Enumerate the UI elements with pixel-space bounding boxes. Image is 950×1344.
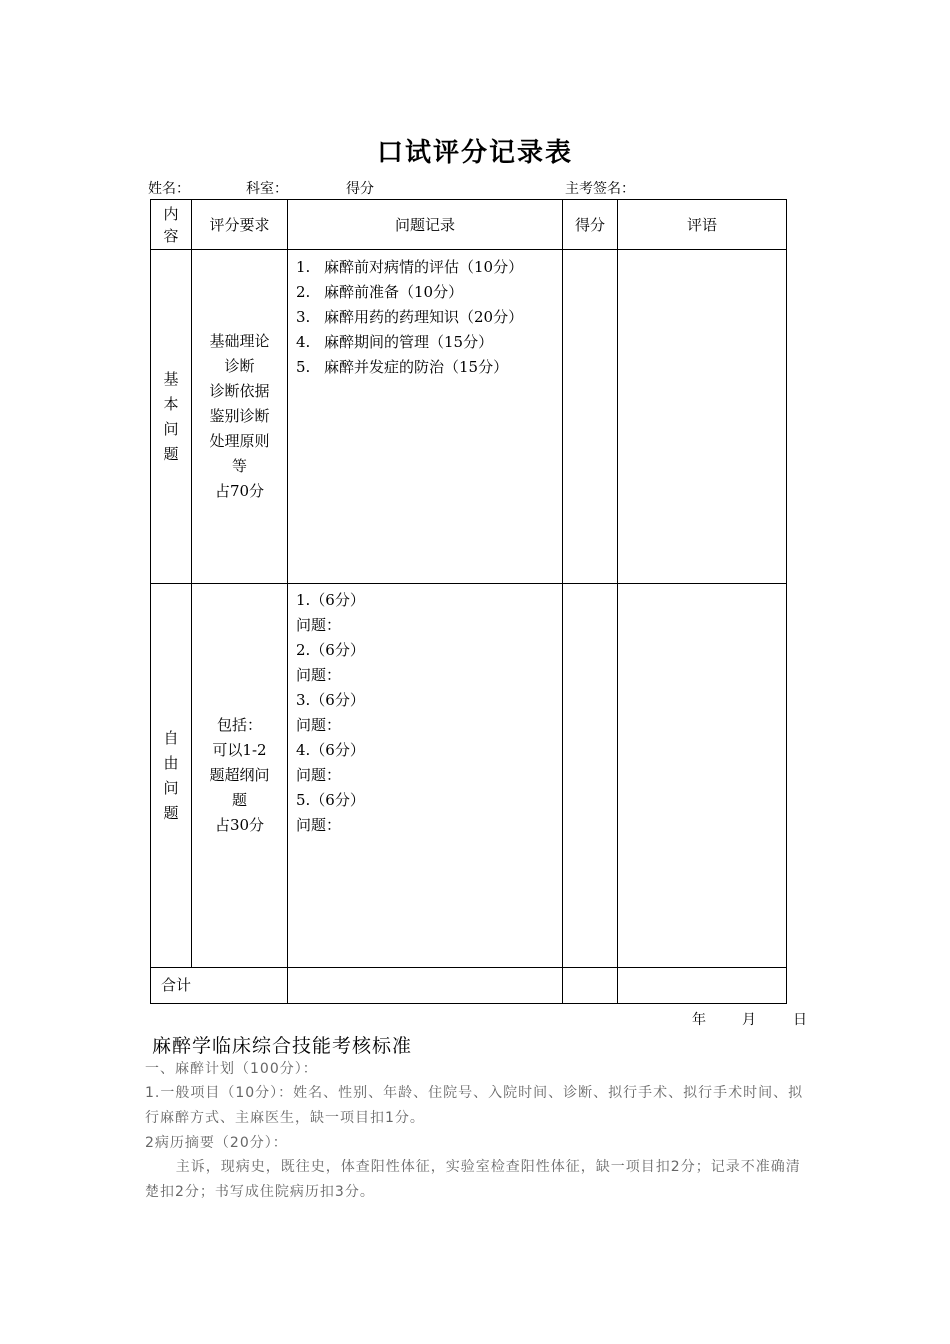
date-year-label: 年 xyxy=(692,1012,706,1028)
header-comment: 评语 xyxy=(618,200,787,250)
free-score-cell[interactable] xyxy=(563,584,618,968)
standard-section-heading: 一、麻醉计划（100分）： xyxy=(145,1061,318,1077)
form-title: 口试评分记录表 xyxy=(376,138,573,168)
basic-score-cell[interactable] xyxy=(563,250,618,584)
total-comment-cell[interactable] xyxy=(618,968,787,1004)
score-label: 得分 xyxy=(346,181,374,197)
basic-requirement-cell xyxy=(192,250,288,584)
basic-requirement-line: 等 xyxy=(231,457,247,475)
name-label: 姓名： xyxy=(148,181,190,197)
basic-category: 基本问题 xyxy=(163,369,179,463)
total-record-cell[interactable] xyxy=(288,968,563,1004)
free-requirement-line: 可以1-2 xyxy=(212,741,267,759)
standard-item-summary-body: 主诉，现病史，既往史，体查阳性体征，实验室检查阳性体征，缺一项目扣2分；记录不准确清楚扣2分；书写成住院病历扣3分。 xyxy=(145,1159,801,1200)
header-score: 得分 xyxy=(563,200,618,250)
free-requirement-line: 占30分 xyxy=(214,816,265,834)
department-label: 科室： xyxy=(246,181,288,197)
standard-item-summary-title: 2病历摘要（20分）： xyxy=(145,1135,288,1151)
header-question-record: 问题记录 xyxy=(288,200,563,250)
free-questions-row xyxy=(151,584,787,968)
basic-requirement-line: 占70分 xyxy=(214,482,265,500)
basic-requirement-line: 诊断 xyxy=(224,357,255,375)
total-score-cell[interactable] xyxy=(563,968,618,1004)
list-item: 问题： xyxy=(296,616,342,634)
total-row xyxy=(151,968,787,1004)
free-category-cell xyxy=(151,584,192,968)
free-requirement-cell xyxy=(192,584,288,968)
list-item: 问题： xyxy=(296,666,342,684)
basic-requirement-line: 鉴别诊断 xyxy=(209,407,270,425)
free-comment-cell[interactable] xyxy=(618,584,787,968)
header-requirement: 评分要求 xyxy=(192,200,288,250)
examiner-signature-label: 主考签名： xyxy=(565,181,635,197)
list-item: 问题： xyxy=(296,766,342,784)
list-item: 3. 麻醉用药的药理知识（20分） xyxy=(296,308,524,326)
list-item: 4. 麻醉期间的管理（15分） xyxy=(296,333,494,351)
standard-title: 麻醉学临床综合技能考核标准 xyxy=(152,1035,413,1057)
list-item: 4.（6分） xyxy=(296,741,365,759)
header-content-cell xyxy=(151,200,192,250)
basic-requirement-line: 基础理论 xyxy=(209,332,270,350)
basic-questions-row xyxy=(151,250,787,584)
list-item: 问题： xyxy=(296,816,342,834)
oral-exam-score-table xyxy=(150,199,787,1004)
free-requirement-line: 题 xyxy=(231,791,247,809)
basic-question-list xyxy=(288,250,563,584)
header-content: 内容 xyxy=(163,204,179,245)
list-item: 1.（6分） xyxy=(296,591,365,609)
free-requirement-line: 题超纲问 xyxy=(209,766,270,784)
free-requirement-line: 包括： xyxy=(216,716,262,734)
basic-requirement-line: 处理原则 xyxy=(209,432,270,450)
basic-requirement-line: 诊断依据 xyxy=(209,382,270,400)
list-item: 3.（6分） xyxy=(296,691,365,709)
list-item: 1. 麻醉前对病情的评估（10分） xyxy=(296,258,524,276)
standard-item-general: 1.一般项目（10分）：姓名、性别、年龄、住院号、入院时间、诊断、拟行手术、拟行手术时间、拟行麻醉方式、主麻医生，缺一项目扣1分。 xyxy=(145,1085,804,1126)
date-day-label: 日 xyxy=(793,1012,807,1028)
basic-category-cell xyxy=(151,250,192,584)
basic-comment-cell[interactable] xyxy=(618,250,787,584)
date-month-label: 月 xyxy=(742,1012,756,1028)
free-category: 自由问题 xyxy=(163,728,179,822)
list-item: 2. 麻醉前准备（10分） xyxy=(296,283,464,301)
list-item: 5. 麻醉并发症的防治（15分） xyxy=(296,358,509,376)
table-header-row xyxy=(151,200,787,250)
list-item: 2.（6分） xyxy=(296,641,365,659)
list-item: 5.（6分） xyxy=(296,791,365,809)
free-question-list xyxy=(288,584,563,968)
list-item: 问题： xyxy=(296,716,342,734)
total-label: 合计 xyxy=(151,968,288,1004)
